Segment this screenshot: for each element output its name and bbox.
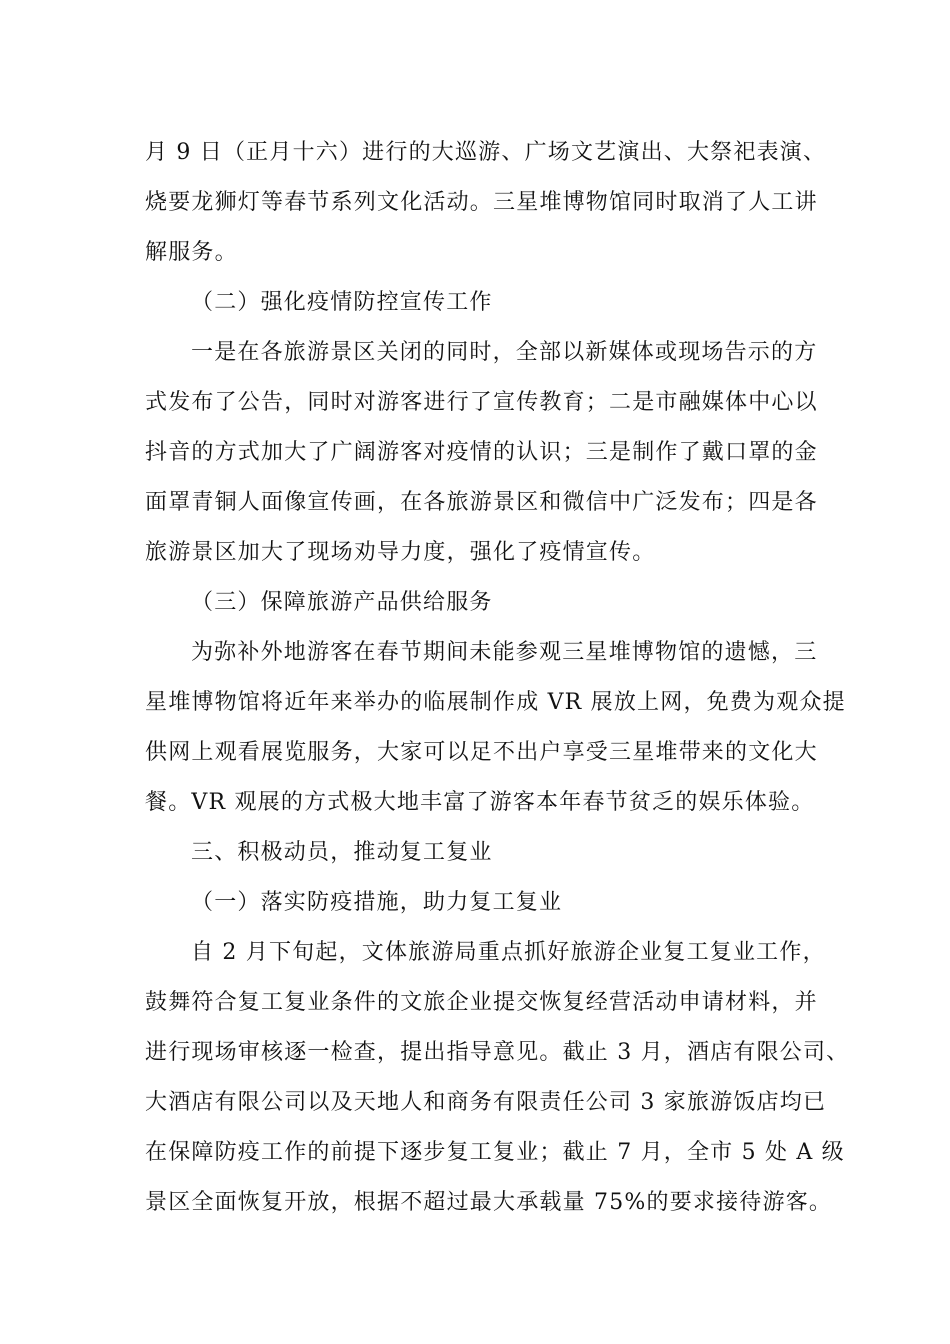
text-line: 式发布了公告，同时对游客进行了宣传教育；二是市融媒体中心以 <box>145 390 818 415</box>
text-line: 为弥补外地游客在春节期间未能参观三星堆博物馆的遗憾，三 <box>191 640 818 665</box>
document-body <box>145 128 850 1228</box>
text-line: 在保障防疫工作的前提下逐步复工复业；截止 7 月，全市 5 处 A 级 <box>145 1140 845 1165</box>
text-line: 鼓舞符合复工复业条件的文旅企业提交恢复经营活动申请材料，并 <box>145 990 818 1015</box>
text-line: 抖音的方式加大了广阔游客对疫情的认识；三是制作了戴口罩的金 <box>145 440 818 465</box>
text-line: 星堆博物馆将近年来举办的临展制作成 VR 展放上网，免费为观众提 <box>145 690 846 715</box>
text-line: 进行现场审核逐一检查，提出指导意见。截止 3 月，酒店有限公司、 <box>145 1040 850 1065</box>
text-line: 旅游景区加大了现场劝导力度，强化了疫情宣传。 <box>145 540 656 565</box>
section-heading: （三）保障旅游产品供给服务 <box>191 590 493 615</box>
text-line: 景区全面恢复开放，根据不超过最大承载量 75%的要求接待游客。 <box>145 1190 833 1215</box>
text-line: 餐。VR 观展的方式极大地丰富了游客本年春节贫乏的娱乐体验。 <box>145 790 815 815</box>
text-line: 供网上观看展览服务，大家可以足不出户享受三星堆带来的文化大 <box>145 740 818 765</box>
text-line: 月 9 日（正月十六）进行的大巡游、广场文艺演出、大祭祀表演、 <box>145 140 827 165</box>
section-heading: （二）强化疫情防控宣传工作 <box>191 290 493 315</box>
section-heading: （一）落实防疫措施，助力复工复业 <box>191 890 563 915</box>
text-line: 解服务。 <box>145 240 238 265</box>
text-line: 一是在各旅游景区关闭的同时，全部以新媒体或现场告示的方 <box>191 340 818 365</box>
text-line: 大酒店有限公司以及天地人和商务有限责任公司 3 家旅游饭店均已 <box>145 1090 827 1115</box>
text-line: 自 2 月下旬起，文体旅游局重点抓好旅游企业复工复业工作， <box>191 940 826 965</box>
chapter-heading: 三、积极动员，推动复工复业 <box>191 840 493 865</box>
text-line: 面罩青铜人面像宣传画，在各旅游景区和微信中广泛发布；四是各 <box>145 490 818 515</box>
text-line: 烧要龙狮灯等春节系列文化活动。三星堆博物馆同时取消了人工讲 <box>145 190 818 215</box>
